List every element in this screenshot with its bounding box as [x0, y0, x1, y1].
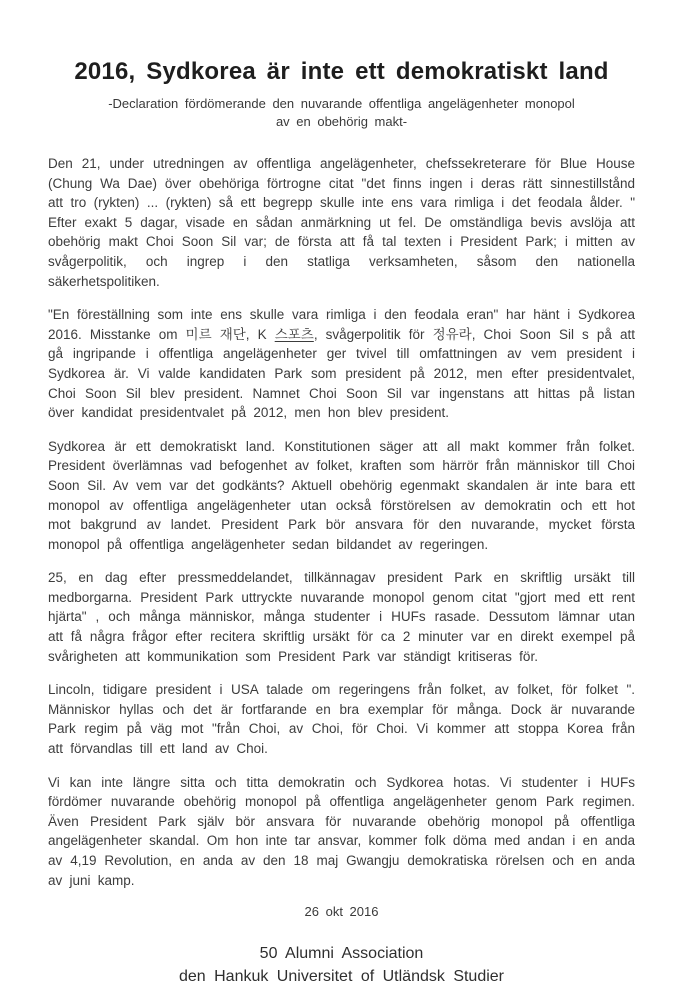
- paragraph-3: Sydkorea är ett demokratiskt land. Konstitutionen säger att all makt kommer från folket. President överlämnas vad befogenhet av folket, kraften som härrör från människor till Choi Soon Sil. Av vem var det godkänts? Aktuell obehörig egenmakt skandalen är inte bara ett monopol av offentliga angelägenheter utan också förstörelsen av demokratin och ett hot mot bakgrund av landet. President Park bör ansvara för den nuvarande, mycket första monopol på offentliga angelägenheter sedan bildandet av regeringen.: [48, 438, 635, 552]
- paragraph-2-text-after: , svågerpolitik för 정유라, Choi Soon Sil s på att gå ingripande i offentliga angelägenheter ger tvivel till omfattningen av vem president i Sydkorea är. Vi valde kandidaten Park som president på 2012, men efter presidentvalet, Choi Soon Sil blev president. Namnet Choi Soon Sil var ingenstans att hittas på listan över kandidat presidentvalet på 2012, men hon blev president.: [48, 326, 635, 421]
- signature-line-1: 50 Alumni Association: [259, 945, 424, 963]
- signature-line-2: den Hankuk Universitet of Utländsk Studier: [178, 968, 505, 986]
- paragraph-2: [48, 305, 635, 423]
- document-title: 2016, Sydkorea är inte ett demokratiskt land: [74, 58, 609, 85]
- paragraph-2-text-before: "En föreställning som inte ens skulle vara rimliga i den feodala eran" har hänt i Sydkorea 2016. Misstanke om 미르 재단, K: [48, 307, 635, 342]
- paragraph-5: Lincoln, tidigare president i USA talade om regeringens från folket, av folket, för folket ". Människor hyllas och det är fortfarande en bra exemplar för många. Dock är nuvarande Park regim på väg mot "från Choi, av Choi, för Choi. Vi kommer att stoppa Korea från att förvandlas till ett land av Choi.: [48, 682, 635, 757]
- document-subtitle: [48, 95, 635, 131]
- document-body: [48, 154, 635, 890]
- document-signature: [48, 942, 635, 988]
- paragraph-2-underlined-korean: 스포츠: [274, 326, 314, 342]
- subtitle-line-2: av en obehörig makt-: [275, 114, 408, 129]
- paragraph-1: Den 21, under utredningen av offentliga angelägenheter, chefssekreterare för Blue House (Chung Wa Dae) över obehöriga förtrogne citat "det finns ingen i deras rätt sinnestillstånd att tro (rykten) ... (rykten) så ett begrepp skulle inte ens vara rimliga i det feodala ålder. " Efter exakt 5 dagar, visade en sådan anmärkning ut fel. De omständliga bevis avslöja att obehörig makt Choi Soon Sil var; de första att få tal texten i President Park; i mitten av svågerpolitik, och ingrep i den statliga verksamheten, såsom den nationella säkerhetspolitiken.: [48, 156, 635, 289]
- paragraph-4: 25, en dag efter pressmeddelandet, tillkännagav president Park en skriftlig ursäkt till medborgarna. President Park uttryckte nuvarande monopol genom citat "gjort med ett rent hjärta" , och många människor, många studenter i HUFs rasade. Dessutom lämnar utan att få några frågor efter recitera skriftlig ursäkt för ca 2 minuter var en direkt exempel på svårigheten att kommunikation som President Park var ständigt kritiseras för.: [48, 570, 635, 664]
- document-date: 26 okt 2016: [304, 904, 379, 920]
- subtitle-line-1: -Declaration fördömerande den nuvarande offentliga angelägenheter monopol: [108, 96, 575, 111]
- paragraph-6: Vi kan inte längre sitta och titta demokratin och Sydkorea hotas. Vi studenter i HUFs fördömer nuvarande obehörig monopol på offentliga angelägenheter genom Park regimen. Även President Park själv bör ansvara för nuvarande obehörig monopol på offentliga angelägenheter skandal. Om hon inte tar ansvar, kommer folk döma med andan i en anda av 4,19 Revolution, en anda av den 18 maj Gwangju demokratiska rörelsen och en anda av juni kamp.: [48, 774, 635, 888]
